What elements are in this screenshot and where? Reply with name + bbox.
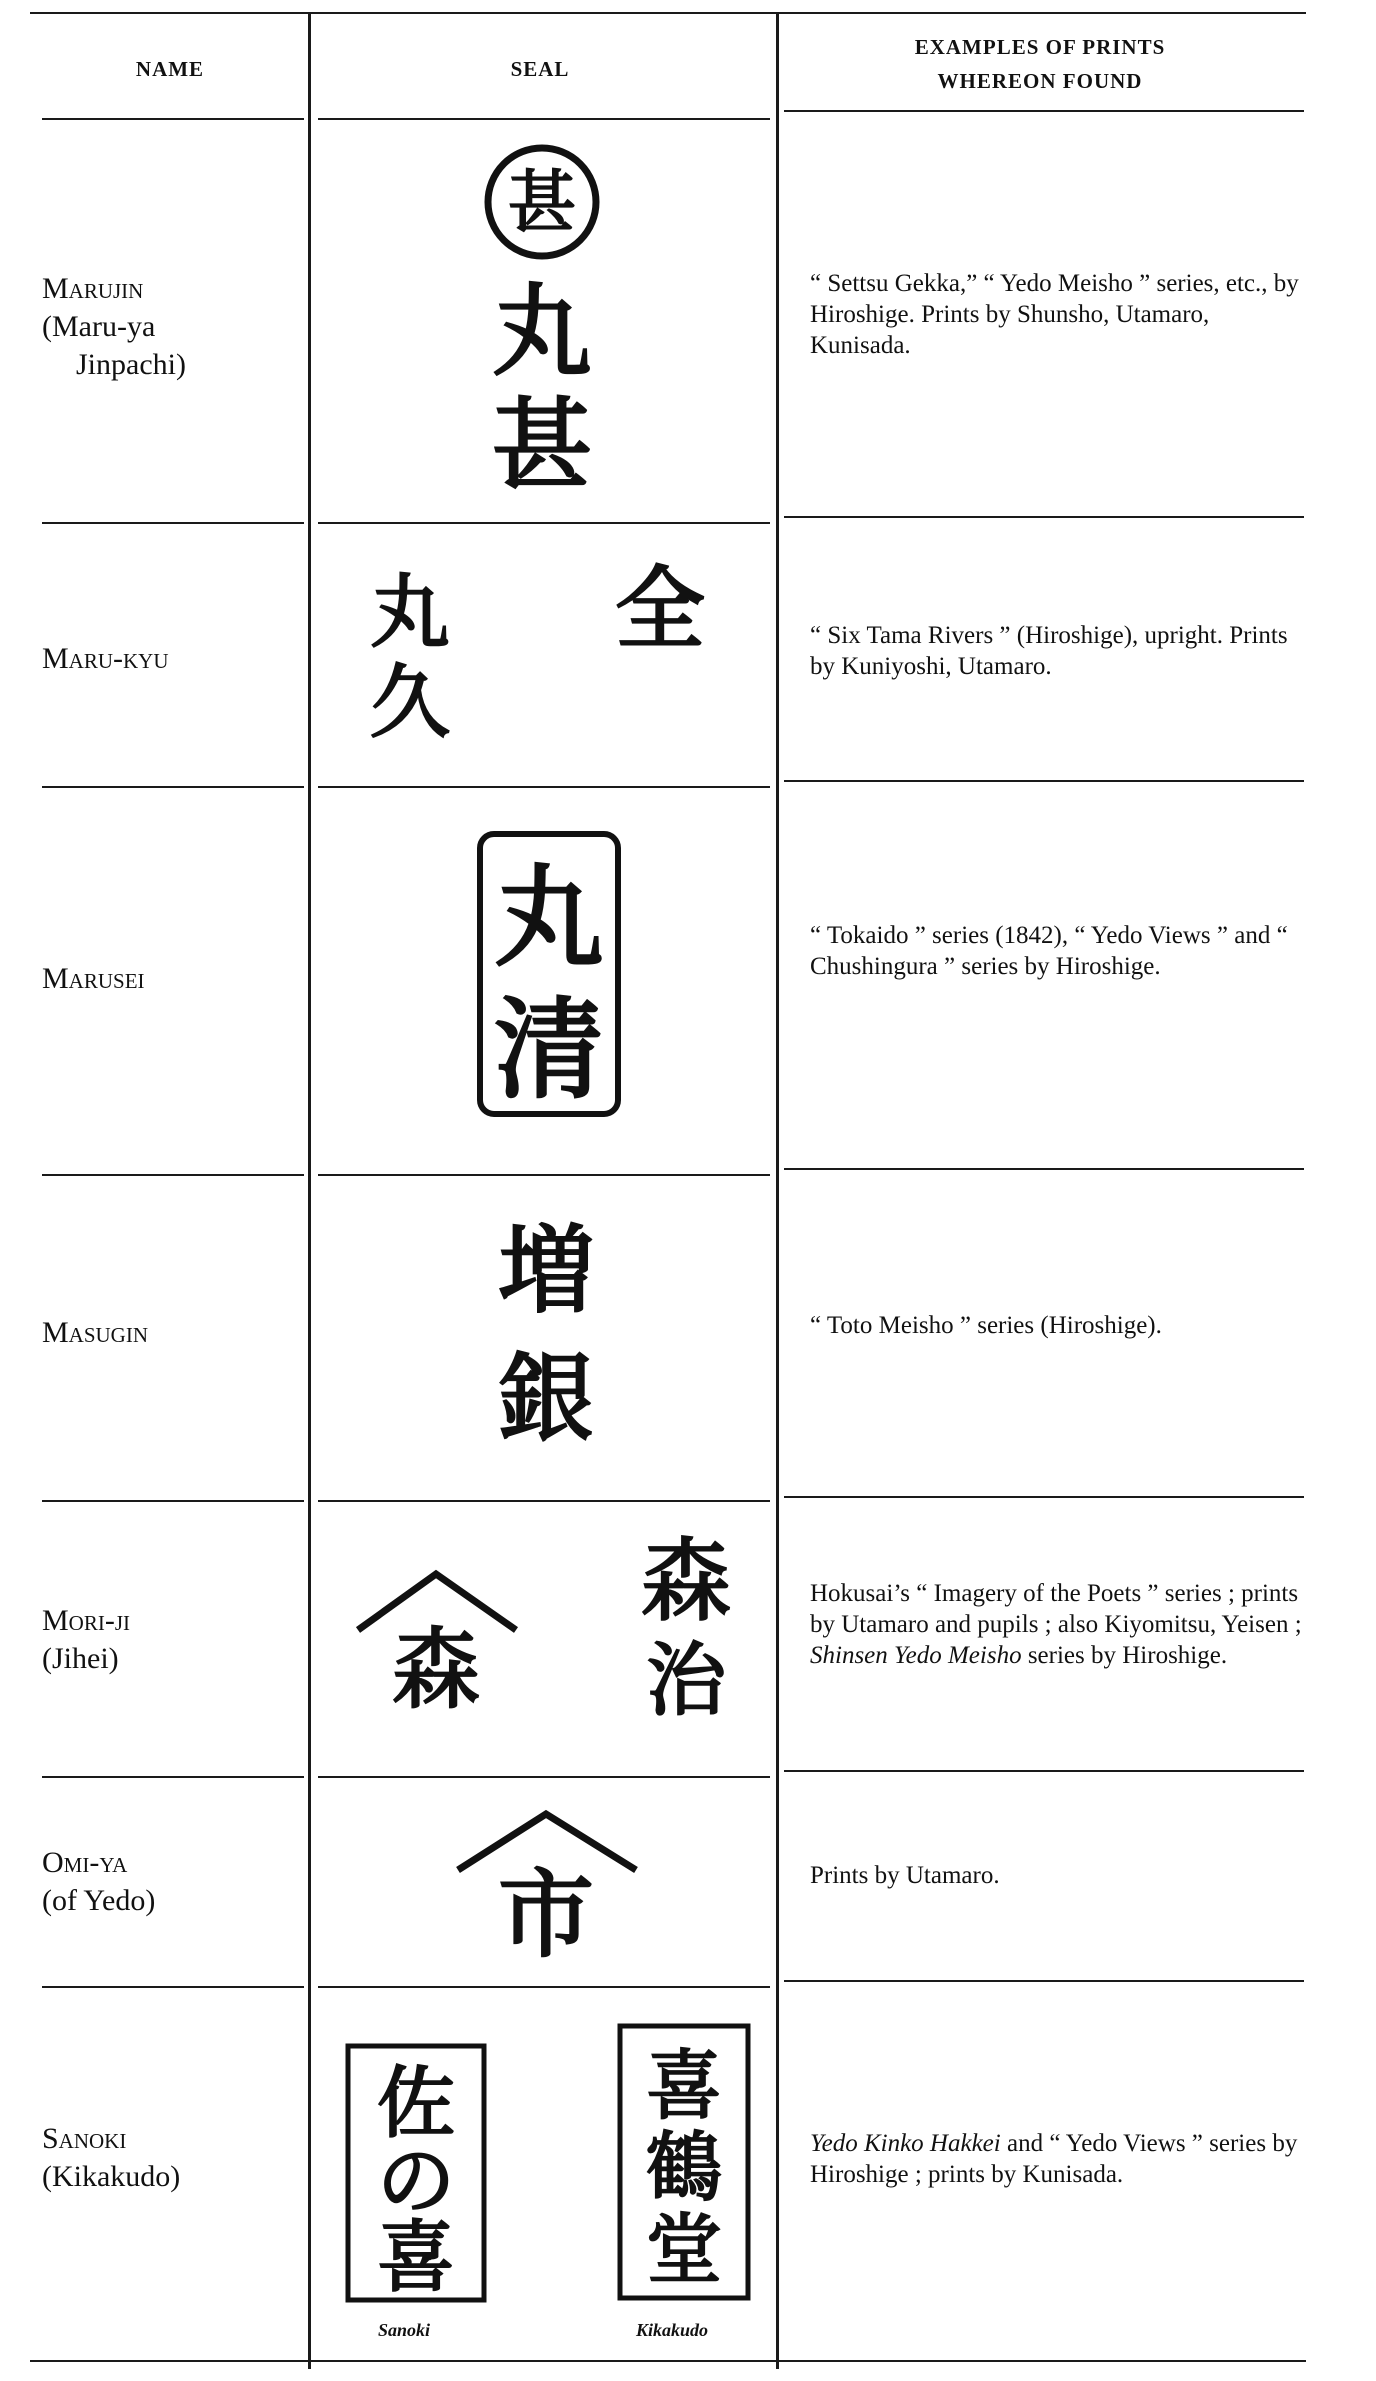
- seal-kikakudo: [614, 2020, 754, 2310]
- seal-mori-ji: [340, 1522, 760, 1762]
- examples-mori-ji: [810, 1578, 1315, 1671]
- seal-char: 森: [641, 1528, 731, 1634]
- seal-char: 清: [494, 985, 604, 1114]
- seal-char: 堂: [646, 2205, 722, 2294]
- examples-italic: Yedo Kinko Hakkei: [810, 2130, 1001, 2157]
- row-separator: [42, 522, 304, 524]
- header-examples-1: EXAMPLES OF PRINTS: [914, 35, 1166, 59]
- row-separator: [784, 110, 1304, 112]
- header-name: NAME: [135, 57, 205, 81]
- name-line: Mori-ji: [42, 1604, 130, 1637]
- row-name-maru-kyu: [42, 640, 169, 678]
- name-line: Marusei: [42, 962, 145, 995]
- seal-masugin: [446, 1204, 646, 1464]
- seal-char: 甚: [507, 163, 577, 243]
- examples-marusei: “ Tokaido ” series (1842), “ Yedo Views ” and “ Chushingura ” series by Hiroshige.: [810, 922, 1288, 980]
- row-separator: [318, 786, 770, 788]
- examples-marujin: “ Settsu Gekka,” “ Yedo Meisho ” series, etc., by Hiroshige. Prints by Shunsho, Utamaro, Kunisada.: [810, 270, 1299, 359]
- row-name-marujin: [42, 270, 186, 384]
- seal-omi-ya: [446, 1798, 666, 1978]
- seal-char: 増: [498, 1214, 594, 1327]
- header-seal: SEAL: [510, 57, 570, 81]
- examples-text: series by Hiroshige.: [1027, 1642, 1228, 1669]
- row-separator: [784, 1496, 1304, 1498]
- examples-maru-kyu: “ Six Tama Rivers ” (Hiroshige), upright. Prints by Kuniyoshi, Utamaro.: [810, 622, 1288, 680]
- row-name-marusei: [42, 960, 145, 998]
- row-separator: [42, 1776, 304, 1778]
- column-divider-2: [776, 14, 779, 2369]
- header-examples-2: WHEREON FOUND: [937, 69, 1143, 93]
- examples-text: Hokusai’s “ Imagery of the Poets ” series ; prints by Utamaro and pupils ; also Kiyomitsu, Yeisen ;: [810, 1580, 1302, 1638]
- seal-char: 全: [615, 556, 705, 662]
- row-name-omi-ya: [42, 1844, 155, 1920]
- row-separator: [318, 118, 770, 120]
- name-line: Sanoki: [42, 2122, 127, 2155]
- row-name-mori-ji: [42, 1602, 130, 1678]
- row-separator: [784, 1168, 1304, 1170]
- examples-masugin: “ Toto Meisho ” series (Hiroshige).: [810, 1312, 1162, 1339]
- row-separator: [42, 1500, 304, 1502]
- name-line: Maru-kyu: [42, 642, 169, 675]
- top-rule: [30, 12, 1306, 14]
- seal-char: 丸: [494, 853, 604, 982]
- name-line: Marujin: [42, 272, 144, 305]
- caption-kikakudo: Kikakudo: [636, 2320, 709, 2340]
- seal-char: 久: [370, 655, 450, 749]
- row-separator: [42, 1174, 304, 1176]
- seal-char: 丸: [370, 565, 450, 659]
- row-separator: [784, 1770, 1304, 1772]
- column-divider-1: [308, 14, 311, 2369]
- seal-char: 市: [498, 1858, 594, 1971]
- row-separator: [318, 1500, 770, 1502]
- row-separator: [318, 522, 770, 524]
- seal-char: 喜: [646, 2041, 722, 2130]
- name-line: (of Yedo): [42, 1884, 156, 1917]
- seal-char: 治: [646, 1633, 726, 1727]
- row-separator: [42, 786, 304, 788]
- name-line: Jinpachi): [76, 348, 186, 381]
- row-separator: [42, 118, 304, 120]
- examples-italic: Shinsen Yedo Meisho: [810, 1642, 1022, 1669]
- seal-char: 丸: [492, 272, 592, 390]
- row-separator: [318, 1776, 770, 1778]
- name-line: (Jihei): [42, 1642, 119, 1675]
- seal-char: 鶴: [646, 2123, 722, 2212]
- name-line: Masugin: [42, 1316, 149, 1349]
- row-separator: [318, 1986, 770, 1988]
- seal-marusei: [472, 826, 632, 1126]
- name-line: Omi-ya: [42, 1846, 128, 1879]
- row-separator: [42, 1986, 304, 1988]
- bottom-rule: [30, 2360, 1306, 2362]
- examples-text: and “ Yedo Views ” series by Hiroshige ; prints by Kunisada.: [810, 2130, 1298, 2188]
- row-name-masugin: [42, 1314, 148, 1352]
- caption-sanoki: Sanoki: [378, 2320, 431, 2340]
- name-line: (Maru-ya: [42, 310, 156, 343]
- examples-omi-ya: Prints by Utamaro.: [810, 1862, 1000, 1889]
- seal-marujin: [392, 140, 692, 500]
- row-separator: [784, 1980, 1304, 1982]
- seal-maru-kyu: [350, 550, 750, 770]
- seal-char: 佐: [376, 2058, 456, 2149]
- name-line: (Kikakudo): [42, 2160, 181, 2193]
- seal-char: 甚: [492, 386, 592, 500]
- seal-char: の: [376, 2136, 456, 2227]
- row-separator: [784, 516, 1304, 518]
- seal-char: 喜: [376, 2212, 456, 2303]
- seal-sanoki: [342, 2040, 492, 2310]
- row-name-sanoki: [42, 2120, 180, 2196]
- seal-char: 銀: [498, 1342, 594, 1455]
- seal-char: 森: [391, 1617, 481, 1721]
- row-separator: [318, 1174, 770, 1176]
- row-separator: [784, 780, 1304, 782]
- examples-sanoki: [810, 2128, 1315, 2190]
